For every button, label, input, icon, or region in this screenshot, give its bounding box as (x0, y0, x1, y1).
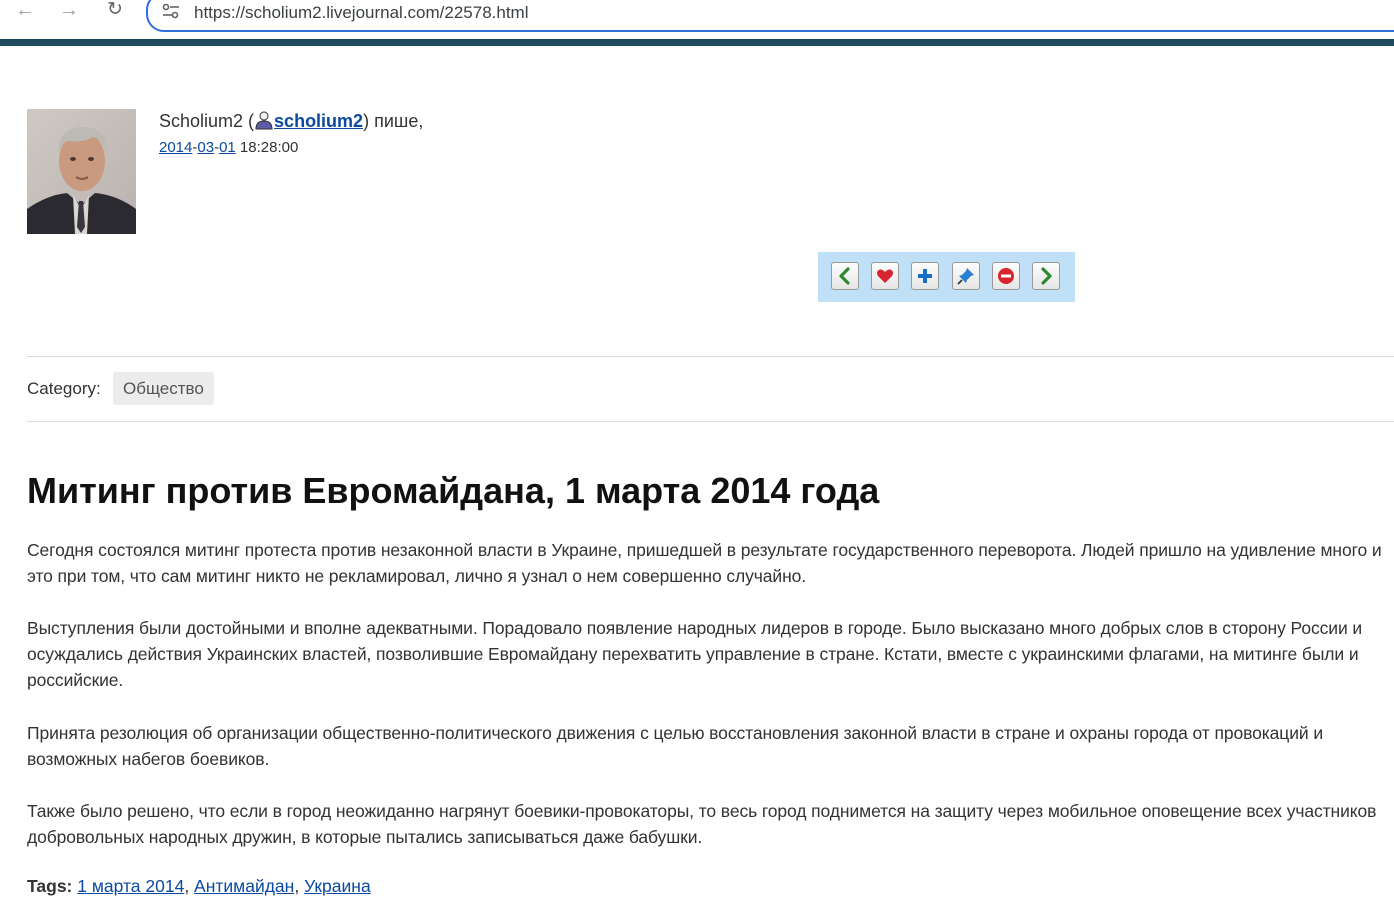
date-year-link[interactable]: 2014 (159, 139, 193, 156)
reload-icon[interactable]: ↻ (107, 0, 123, 20)
entry-date (159, 139, 298, 156)
tag-link[interactable]: Антимайдан (194, 876, 295, 896)
date-month-link[interactable]: 03 (197, 139, 215, 156)
tag-separator: , (184, 876, 195, 896)
entry-action-toolbar (818, 252, 1075, 302)
arrow-right-icon (1036, 266, 1056, 286)
divider (27, 421, 1394, 422)
next-entry-button[interactable] (1032, 262, 1060, 290)
post-paragraph: Принята резолюция об организации общественно-политического движения с целью восстановления законной власти в стране и охраны города от провокаций и возможных набегов боевиков. (27, 723, 1324, 769)
category-label: Category: (27, 379, 101, 398)
date-separator: - (192, 139, 198, 156)
date-day-link[interactable]: 01 (219, 139, 236, 156)
header-bar (0, 39, 1394, 46)
address-bar[interactable] (146, 0, 1394, 32)
byline (159, 110, 423, 132)
forward-arrow-icon[interactable]: → (59, 0, 79, 21)
previous-entry-button[interactable] (831, 262, 859, 290)
tag-link[interactable]: 1 марта 2014 (77, 876, 185, 896)
avatar[interactable] (27, 109, 136, 234)
pin-icon (956, 266, 976, 286)
post-paragraph: Сегодня состоялся митинг протеста против незаконной власти в Украине, пришедшей в результате государственного переворота. Людей пришло на удивление много и это при том, что сам митинг никто не рекламировал, лично я узнал о нем совершенно случайно. (27, 540, 1382, 586)
site-settings-icon[interactable] (162, 3, 180, 19)
tag-separator: , (294, 876, 305, 896)
back-arrow-icon[interactable]: ← (15, 0, 35, 21)
avatar-image (27, 109, 136, 234)
post-paragraph: Выступления были достойными и вполне адекватными. Порадовало появление народных лидеров в городе. Было высказано много добрых слов в сторону России и осуждались действия Украинских властей, позволившие Евромайдану перехватить управление в стране. Кстати, вместе с украинскими флагами, на митинге были и российские. (27, 618, 1363, 690)
username-link[interactable]: scholium2 (274, 111, 364, 131)
user-icon[interactable] (254, 110, 274, 130)
add-friend-button[interactable] (911, 262, 939, 290)
writes-text: ) пише, (363, 111, 424, 131)
category-tag[interactable]: Общество (113, 372, 214, 405)
arrow-left-icon (835, 266, 855, 286)
remove-button[interactable] (992, 262, 1020, 290)
plus-icon (915, 266, 935, 286)
tags-label: Tags: (27, 876, 73, 896)
add-to-memories-button[interactable] (871, 262, 899, 290)
divider (27, 356, 1394, 357)
minus-icon (996, 266, 1016, 286)
url-text[interactable]: https://scholium2.livejournal.com/22578.html (194, 3, 529, 22)
heart-icon (875, 266, 895, 286)
pin-button[interactable] (952, 262, 980, 290)
post-paragraph: Также было решено, что если в город неожиданно нагрянут боевики-провокаторы, то весь город поднимется на защиту через мобильное оповещение всех участников добровольных народных дружин, в которые пытались записываться даже бабушки. (27, 801, 1377, 847)
author-name: Scholium2 (159, 111, 244, 131)
tags-line (27, 876, 371, 897)
date-separator: - (214, 139, 220, 156)
tag-link[interactable]: Украина (304, 876, 371, 896)
post-title: Митинг против Евромайдана, 1 марта 2014 года (27, 470, 880, 511)
paren-open: ( (243, 111, 255, 131)
browser-chrome (0, 0, 1394, 38)
entry-time: 18:28:00 (235, 139, 299, 156)
